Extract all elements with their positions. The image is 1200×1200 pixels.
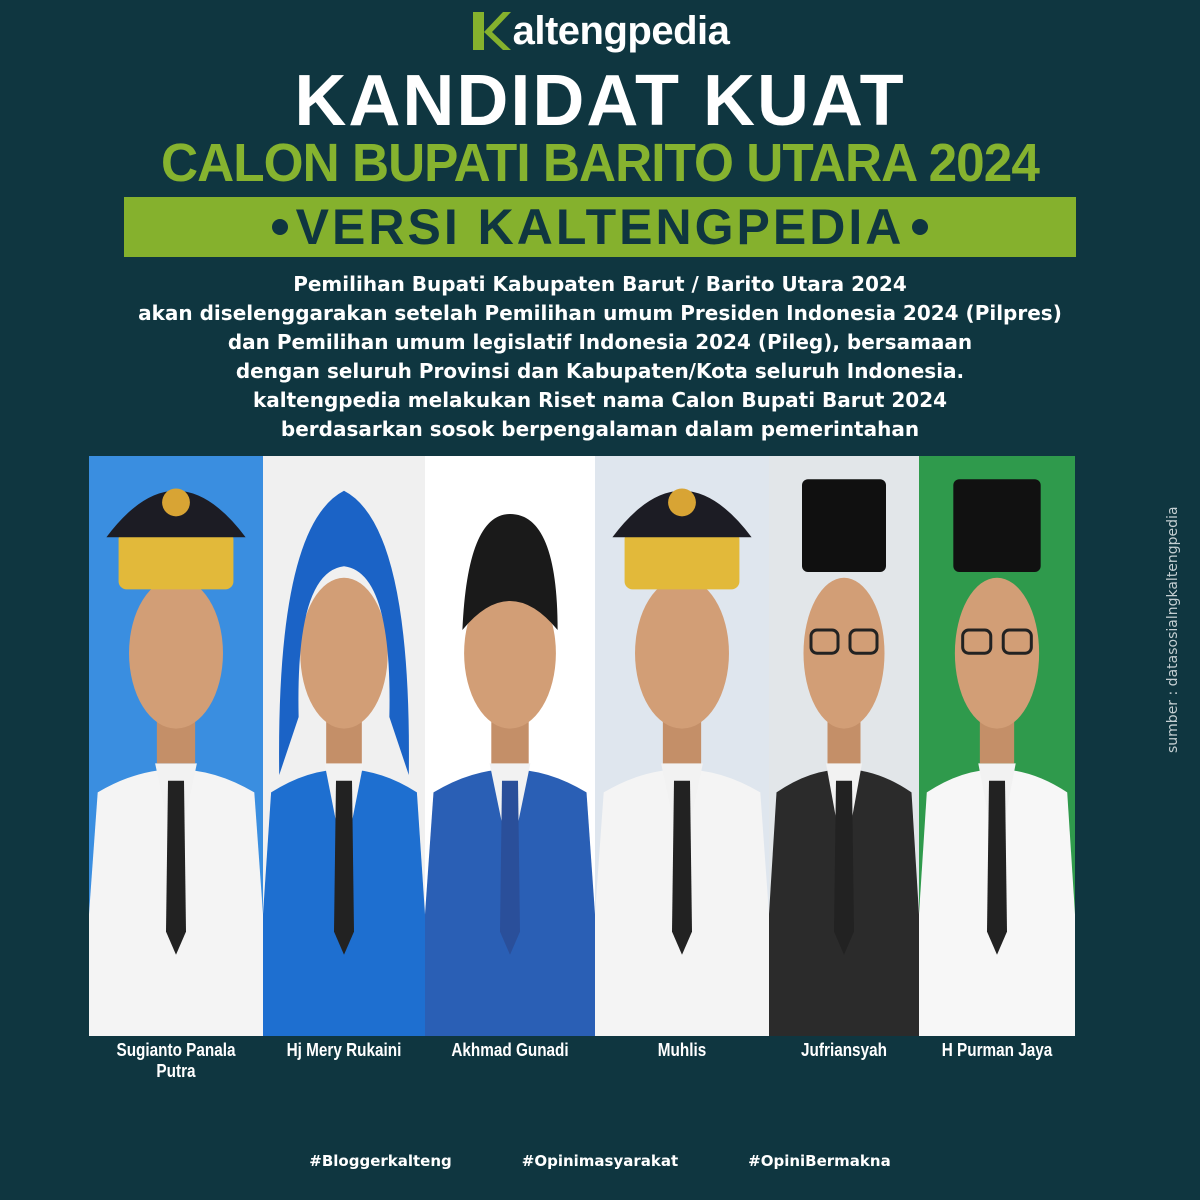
bullet-dot-icon [272, 219, 288, 235]
description-line: kaltengpedia melakukan Riset nama Calon Bupati Barut 2024 [252, 388, 948, 412]
candidate-name: Jufriansyah [801, 1040, 887, 1060]
candidate-photo-1 [89, 456, 263, 1036]
candidate-photo-6 [919, 456, 1075, 1036]
portrait-illustration [263, 456, 425, 1036]
description-line: dan Pemilihan umum legislatif Indonesia 2024 (Pileg), bersamaan [227, 330, 973, 354]
hashtag: #OpiniBermakna [748, 1152, 891, 1170]
candidate-name: Muhlis [657, 1040, 707, 1060]
candidate-photo-4 [595, 456, 769, 1036]
hashtags [0, 1152, 1200, 1170]
portrait-illustration [919, 456, 1075, 1036]
portrait-illustration [769, 456, 919, 1036]
page-title: KANDIDAT KUAT [294, 61, 906, 141]
candidate-photo-3 [425, 456, 595, 1036]
hashtag: #Opinimasyarakat [521, 1152, 679, 1170]
candidate-photos [89, 456, 1075, 1036]
source-credit: sumber : datasosialngkaltengpedia [1165, 506, 1181, 754]
banner-label: VERSI KALTENGPEDIA [295, 199, 905, 255]
candidate-name: H Purman Jaya [941, 1040, 1053, 1060]
description-line: akan diselenggarakan setelah Pemilihan umum Presiden Indonesia 2024 (Pilpres) [138, 301, 1062, 325]
version-banner [124, 197, 1076, 257]
portrait-illustration [89, 456, 263, 1036]
description-line: Pemilihan Bupati Kabupaten Barut / Barito Utara 2024 [293, 272, 907, 296]
hashtag: #Bloggerkalteng [309, 1152, 452, 1170]
candidate-name: Akhmad Gunadi [451, 1040, 569, 1060]
description [40, 270, 1160, 444]
portrait-illustration [595, 456, 769, 1036]
bullet-dot-icon [912, 219, 928, 235]
candidate-names [89, 1040, 1075, 1082]
logo-text: altengpedia [512, 8, 730, 53]
logo-k-icon [471, 8, 511, 54]
page-subtitle: CALON BUPATI BARITO UTARA 2024 [161, 133, 1039, 193]
description-line: berdasarkan sosok berpengalaman dalam pemerintahan [280, 417, 920, 441]
candidate-photo-5 [769, 456, 919, 1036]
description-line: dengan seluruh Provinsi dan Kabupaten/Kota seluruh Indonesia. [235, 359, 965, 383]
candidate-photo-2 [263, 456, 425, 1036]
portrait-illustration [425, 456, 595, 1036]
brand-logo [0, 8, 1200, 54]
candidate-name: Hj Mery Rukaini [286, 1040, 402, 1060]
candidate-name: Sugianto Panala Putra [116, 1040, 236, 1081]
